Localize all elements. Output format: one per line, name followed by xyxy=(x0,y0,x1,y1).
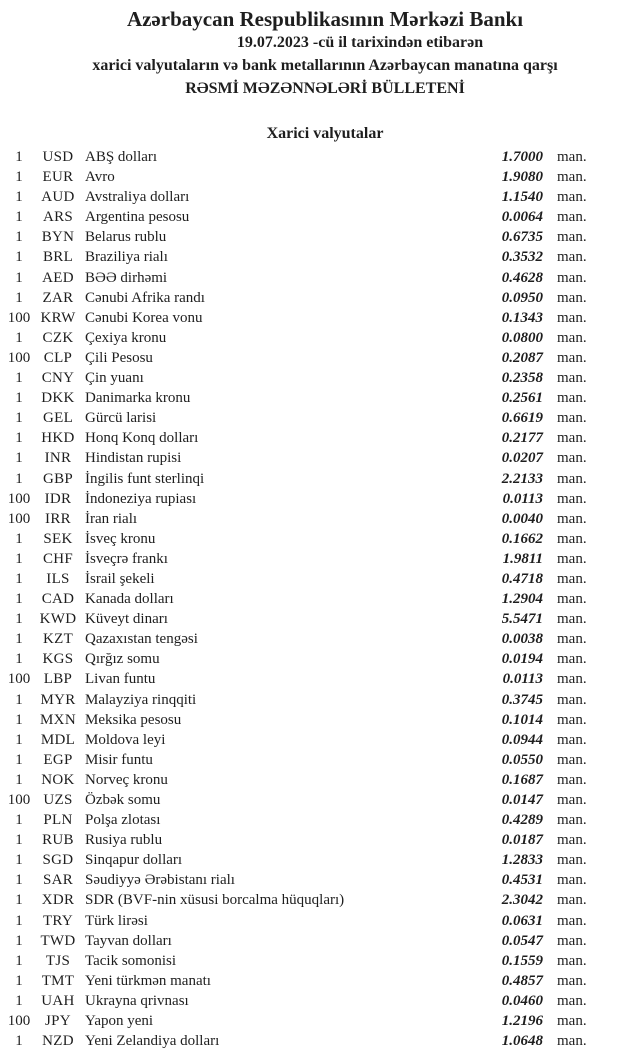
currency-quantity: 1 xyxy=(15,651,23,668)
unit-label: man. xyxy=(557,570,587,587)
currency-code: IDR xyxy=(44,490,72,507)
currency-quantity: 1 xyxy=(15,872,23,889)
currency-name: İngilis funt sterlinqi xyxy=(85,470,205,487)
unit-label: man. xyxy=(557,952,587,969)
rate-row xyxy=(0,569,620,589)
currency-name: Kanada dolları xyxy=(85,591,174,608)
page-title: Azərbaycan Respublikasının Mərkəzi Bankı xyxy=(126,7,524,31)
currency-name: Çin yuanı xyxy=(85,370,144,387)
currency-name: İndoneziya rupiası xyxy=(85,490,197,507)
currency-code: CNY xyxy=(41,370,75,387)
currency-name: Tayvan dolları xyxy=(85,932,172,949)
currency-code: DKK xyxy=(41,390,75,407)
currency-code: CAD xyxy=(41,591,75,608)
rate-value: 0.3532 xyxy=(501,249,543,266)
rate-value: 2.2133 xyxy=(501,470,543,487)
rate-row xyxy=(0,428,620,448)
currency-name: Belarus rublu xyxy=(85,229,167,246)
currency-name: İsveç kronu xyxy=(85,530,156,547)
currency-name: Yeni türkmən manatı xyxy=(85,972,211,989)
currency-quantity: 100 xyxy=(7,490,31,507)
rate-value: 0.2358 xyxy=(501,370,543,387)
currency-quantity: 100 xyxy=(7,671,31,688)
unit-label: man. xyxy=(557,711,587,728)
currency-quantity: 1 xyxy=(15,912,23,929)
rate-value: 0.1559 xyxy=(501,952,543,969)
currency-code: ARS xyxy=(42,209,74,226)
currency-quantity: 1 xyxy=(15,631,23,648)
unit-label: man. xyxy=(557,370,587,387)
currency-code: PLN xyxy=(43,812,73,829)
currency-code: EGP xyxy=(43,751,73,768)
currency-code: RUB xyxy=(42,832,74,849)
unit-label: man. xyxy=(557,309,587,326)
rate-value: 0.0040 xyxy=(501,510,543,527)
unit-label: man. xyxy=(557,832,587,849)
currency-name: Tacik somonisi xyxy=(85,952,177,969)
rate-row xyxy=(0,850,620,870)
rate-value: 1.0648 xyxy=(501,1033,543,1050)
currency-name: Danimarka kronu xyxy=(85,390,191,407)
rate-row xyxy=(0,207,620,227)
rate-row xyxy=(0,187,620,207)
rate-row xyxy=(0,609,620,629)
unit-label: man. xyxy=(557,189,587,206)
unit-label: man. xyxy=(557,490,587,507)
unit-label: man. xyxy=(557,771,587,788)
currency-quantity: 1 xyxy=(15,691,23,708)
rate-value: 0.0207 xyxy=(501,450,543,467)
unit-label: man. xyxy=(557,249,587,266)
rate-value: 5.5471 xyxy=(501,611,543,628)
currency-quantity: 1 xyxy=(15,972,23,989)
currency-name: Yeni Zelandiya dolları xyxy=(85,1033,220,1050)
currency-code: AED xyxy=(42,269,74,286)
currency-code: KGS xyxy=(42,651,74,668)
currency-name: Avstraliya dolları xyxy=(85,189,190,206)
unit-label: man. xyxy=(557,1013,587,1030)
rate-value: 0.4289 xyxy=(501,812,543,829)
currency-code: GEL xyxy=(42,410,74,427)
currency-name: Gürcü larisi xyxy=(85,410,157,427)
rate-value: 0.6619 xyxy=(501,410,543,427)
rate-row xyxy=(0,529,620,549)
rate-value: 0.4628 xyxy=(501,269,543,286)
currency-name: Rusiya rublu xyxy=(85,832,163,849)
unit-label: man. xyxy=(557,430,587,447)
rate-row xyxy=(0,750,620,770)
currency-quantity: 1 xyxy=(15,570,23,587)
currency-code: KRW xyxy=(40,309,76,326)
rate-value: 0.1014 xyxy=(501,711,543,728)
currency-name: Malayziya rinqqiti xyxy=(85,691,197,708)
unit-label: man. xyxy=(557,651,587,668)
currency-quantity: 1 xyxy=(15,731,23,748)
rate-row xyxy=(0,710,620,730)
currency-name: Çili Pesosu xyxy=(85,349,153,366)
currency-code: ILS xyxy=(46,570,70,587)
bulletin-header xyxy=(0,0,620,100)
rate-row xyxy=(0,167,620,187)
unit-label: man. xyxy=(557,470,587,487)
rate-value: 0.1687 xyxy=(501,771,543,788)
currency-quantity: 1 xyxy=(15,550,23,567)
unit-label: man. xyxy=(557,1033,587,1050)
currency-name: Moldova leyi xyxy=(85,731,166,748)
rate-row xyxy=(0,509,620,529)
rate-value: 0.0950 xyxy=(501,289,543,306)
currency-quantity: 1 xyxy=(15,289,23,306)
currency-quantity: 1 xyxy=(15,1033,23,1050)
currency-name: Braziliya rialı xyxy=(85,249,168,266)
currency-name: SDR (BVF-nin xüsusi borcalma hüquqları) xyxy=(85,892,345,909)
currency-name: Səudiyyə Ərəbistanı rialı xyxy=(85,872,235,889)
rate-value: 0.0064 xyxy=(501,209,543,226)
currency-code: SAR xyxy=(42,872,74,889)
currency-code: MXN xyxy=(40,711,76,728)
rate-row xyxy=(0,368,620,388)
currency-code: TMT xyxy=(41,972,75,989)
rate-value: 0.4718 xyxy=(501,570,543,587)
currency-quantity: 1 xyxy=(15,932,23,949)
rate-row xyxy=(0,288,620,308)
rates-table xyxy=(0,147,620,1051)
rate-row xyxy=(0,931,620,951)
bulletin-title: RƏSMİ MƏZƏNNƏLƏRİ BÜLLETENİ xyxy=(185,80,465,97)
currency-code: GBP xyxy=(42,470,74,487)
currency-code: MYR xyxy=(40,691,76,708)
currency-name: Cənubi Afrika randı xyxy=(85,289,205,306)
rate-row xyxy=(0,870,620,890)
rate-value: 0.2561 xyxy=(501,390,543,407)
section-title-foreign-currencies: Xarici valyutalar xyxy=(266,125,384,142)
rate-value: 1.7000 xyxy=(501,149,543,165)
rate-row xyxy=(0,247,620,267)
unit-label: man. xyxy=(557,852,587,869)
rate-row xyxy=(0,448,620,468)
rate-row xyxy=(0,549,620,569)
currency-code: JPY xyxy=(45,1013,71,1030)
rate-value: 0.1662 xyxy=(501,530,543,547)
unit-label: man. xyxy=(557,751,587,768)
rate-row xyxy=(0,770,620,790)
currency-name: Qazaxıstan tengəsi xyxy=(85,631,198,648)
currency-name: Avro xyxy=(85,169,115,186)
currency-quantity: 1 xyxy=(15,591,23,608)
unit-label: man. xyxy=(557,972,587,989)
currency-quantity: 100 xyxy=(7,309,31,326)
currency-code: ZAR xyxy=(42,289,74,306)
currency-quantity: 1 xyxy=(15,470,23,487)
currency-code: UZS xyxy=(43,792,73,808)
unit-label: man. xyxy=(557,992,587,1009)
rate-value: 0.0187 xyxy=(501,832,543,849)
rate-row xyxy=(0,669,620,689)
currency-name: Sinqapur dolları xyxy=(85,852,183,869)
currency-code: CZK xyxy=(42,329,74,346)
currency-name: Qırğız somu xyxy=(85,651,160,668)
currency-quantity: 1 xyxy=(15,370,23,387)
unit-label: man. xyxy=(557,611,587,628)
unit-label: man. xyxy=(557,269,587,286)
rate-row xyxy=(0,589,620,609)
rate-value: 0.0547 xyxy=(501,932,543,949)
currency-code: XDR xyxy=(41,892,75,909)
rate-row xyxy=(0,911,620,931)
rate-value: 0.0944 xyxy=(501,731,543,748)
currency-code: SEK xyxy=(43,530,73,547)
rate-value: 0.4531 xyxy=(501,872,543,889)
currency-quantity: 100 xyxy=(7,1013,31,1030)
unit-label: man. xyxy=(557,691,587,708)
currency-quantity: 1 xyxy=(15,209,23,226)
currency-name: Meksika pesosu xyxy=(85,711,182,728)
unit-label: man. xyxy=(557,872,587,889)
currency-quantity: 100 xyxy=(7,510,31,527)
currency-quantity: 1 xyxy=(15,410,23,427)
rate-value: 0.2087 xyxy=(501,349,543,366)
unit-label: man. xyxy=(557,812,587,829)
currency-quantity: 100 xyxy=(7,792,31,808)
currency-name: Misir funtu xyxy=(85,751,153,768)
unit-label: man. xyxy=(557,450,587,467)
rate-row xyxy=(0,830,620,850)
rate-value: 0.0460 xyxy=(501,992,543,1009)
currency-name: İsrail şekeli xyxy=(85,570,155,587)
rate-value: 0.0631 xyxy=(501,912,543,929)
unit-label: man. xyxy=(557,530,587,547)
rate-value: 1.1540 xyxy=(501,189,543,206)
currency-name: Honq Konq dolları xyxy=(85,430,199,447)
currency-code: KZT xyxy=(42,631,74,648)
rate-value: 0.1343 xyxy=(501,309,543,326)
currency-quantity: 1 xyxy=(15,390,23,407)
currency-quantity: 1 xyxy=(15,952,23,969)
currency-code: TWD xyxy=(40,932,76,949)
rate-value: 0.6735 xyxy=(501,229,543,246)
rate-value: 1.9811 xyxy=(502,550,543,567)
currency-name: Ukrayna qrivnası xyxy=(85,992,189,1009)
currency-name: Özbək somu xyxy=(85,792,161,808)
currency-quantity: 1 xyxy=(15,611,23,628)
rate-row xyxy=(0,790,620,810)
unit-label: man. xyxy=(557,731,587,748)
currency-name: Cənubi Korea vonu xyxy=(85,309,203,326)
rate-row xyxy=(0,489,620,509)
unit-label: man. xyxy=(557,229,587,246)
rate-value: 0.0113 xyxy=(502,671,543,688)
rate-row xyxy=(0,991,620,1011)
currency-code: USD xyxy=(42,149,74,165)
unit-label: man. xyxy=(557,550,587,567)
rate-row xyxy=(0,388,620,408)
rate-row xyxy=(0,890,620,910)
rate-row xyxy=(0,649,620,669)
currency-code: MDL xyxy=(40,731,76,748)
currency-name: Hindistan rupisi xyxy=(85,450,182,467)
unit-label: man. xyxy=(557,892,587,909)
currency-quantity: 1 xyxy=(15,812,23,829)
unit-label: man. xyxy=(557,671,587,688)
currency-quantity: 1 xyxy=(15,430,23,447)
currency-code: EUR xyxy=(42,169,74,186)
currency-name: Livan funtu xyxy=(85,671,156,688)
currency-quantity: 1 xyxy=(15,329,23,346)
currency-quantity: 1 xyxy=(15,751,23,768)
unit-label: man. xyxy=(557,289,587,306)
rate-value: 2.3042 xyxy=(501,892,543,909)
unit-label: man. xyxy=(557,390,587,407)
rate-value: 0.0113 xyxy=(502,490,543,507)
unit-label: man. xyxy=(557,792,587,808)
currency-name: Polşa zlotası xyxy=(85,812,161,829)
unit-label: man. xyxy=(557,912,587,929)
unit-label: man. xyxy=(557,631,587,648)
unit-label: man. xyxy=(557,349,587,366)
currency-code: HKD xyxy=(41,430,75,447)
rate-value: 1.2904 xyxy=(501,591,543,608)
unit-label: man. xyxy=(557,329,587,346)
unit-label: man. xyxy=(557,209,587,226)
rate-value: 0.2177 xyxy=(501,430,543,447)
currency-quantity: 1 xyxy=(15,149,23,165)
rate-row xyxy=(0,469,620,489)
currency-quantity: 1 xyxy=(15,249,23,266)
rate-row xyxy=(0,690,620,710)
currency-code: LBP xyxy=(43,671,73,688)
currency-quantity: 1 xyxy=(15,450,23,467)
currency-quantity: 1 xyxy=(15,771,23,788)
currency-code: CLP xyxy=(43,349,73,366)
unit-label: man. xyxy=(557,149,587,165)
effective-date-line: 19.07.2023 -cü il tarixindən etibarən xyxy=(236,34,484,51)
currency-quantity: 100 xyxy=(7,349,31,366)
rate-value: 0.0147 xyxy=(501,792,543,808)
currency-code: NZD xyxy=(42,1033,74,1050)
rate-value: 0.0800 xyxy=(501,329,543,346)
bulletin-subtitle: xarici valyutaların və bank metallarının Azərbaycan manatına qarşı xyxy=(92,57,558,74)
rate-row xyxy=(0,971,620,991)
currency-code: TRY xyxy=(42,912,74,929)
currency-name: BƏƏ dirhəmi xyxy=(85,269,168,286)
currency-name: Argentina pesosu xyxy=(85,209,190,226)
currency-code: CHF xyxy=(42,550,74,567)
currency-quantity: 1 xyxy=(15,711,23,728)
rate-value: 1.2833 xyxy=(501,852,543,869)
currency-name: ABŞ dolları xyxy=(85,149,158,165)
unit-label: man. xyxy=(557,591,587,608)
rate-value: 0.3745 xyxy=(501,691,543,708)
rate-row xyxy=(0,308,620,328)
rate-row xyxy=(0,730,620,750)
rate-value: 1.2196 xyxy=(501,1013,543,1030)
currency-quantity: 1 xyxy=(15,269,23,286)
currency-quantity: 1 xyxy=(15,530,23,547)
currency-code: SGD xyxy=(42,852,74,869)
rate-row xyxy=(0,810,620,830)
unit-label: man. xyxy=(557,410,587,427)
rate-row xyxy=(0,328,620,348)
rate-value: 1.9080 xyxy=(501,169,543,186)
currency-code: AUD xyxy=(41,189,75,206)
rate-row xyxy=(0,629,620,649)
currency-name: Norveç kronu xyxy=(85,771,168,788)
rate-value: 0.0038 xyxy=(501,631,543,648)
unit-label: man. xyxy=(557,169,587,186)
currency-code: IRR xyxy=(45,510,71,527)
currency-quantity: 1 xyxy=(15,992,23,1009)
currency-code: UAH xyxy=(41,992,75,1009)
currency-code: BRL xyxy=(42,249,74,266)
currency-quantity: 1 xyxy=(15,892,23,909)
currency-name: İran rialı xyxy=(85,510,138,527)
rate-value: 0.0194 xyxy=(501,651,543,668)
currency-name: Türk lirəsi xyxy=(85,912,148,929)
rate-row xyxy=(0,348,620,368)
rate-row xyxy=(0,1031,620,1051)
currency-quantity: 1 xyxy=(15,189,23,206)
rate-value: 0.0550 xyxy=(501,751,543,768)
currency-code: NOK xyxy=(41,771,75,788)
currency-name: Yapon yeni xyxy=(85,1013,154,1030)
rate-row xyxy=(0,1011,620,1031)
rate-row xyxy=(0,147,620,167)
currency-code: BYN xyxy=(41,229,75,246)
rate-row xyxy=(0,268,620,288)
rate-row xyxy=(0,951,620,971)
rate-row xyxy=(0,227,620,247)
unit-label: man. xyxy=(557,932,587,949)
rate-value: 0.4857 xyxy=(501,972,543,989)
unit-label: man. xyxy=(557,510,587,527)
currency-code: INR xyxy=(44,450,72,467)
currency-name: İsveçrə frankı xyxy=(85,550,168,567)
currency-quantity: 1 xyxy=(15,229,23,246)
currency-name: Çexiya kronu xyxy=(85,329,167,346)
rate-row xyxy=(0,408,620,428)
currency-code: KWD xyxy=(39,611,77,628)
currency-quantity: 1 xyxy=(15,852,23,869)
currency-name: Küveyt dinarı xyxy=(85,611,168,628)
currency-quantity: 1 xyxy=(15,832,23,849)
currency-quantity: 1 xyxy=(15,169,23,186)
currency-code: TJS xyxy=(45,952,71,969)
